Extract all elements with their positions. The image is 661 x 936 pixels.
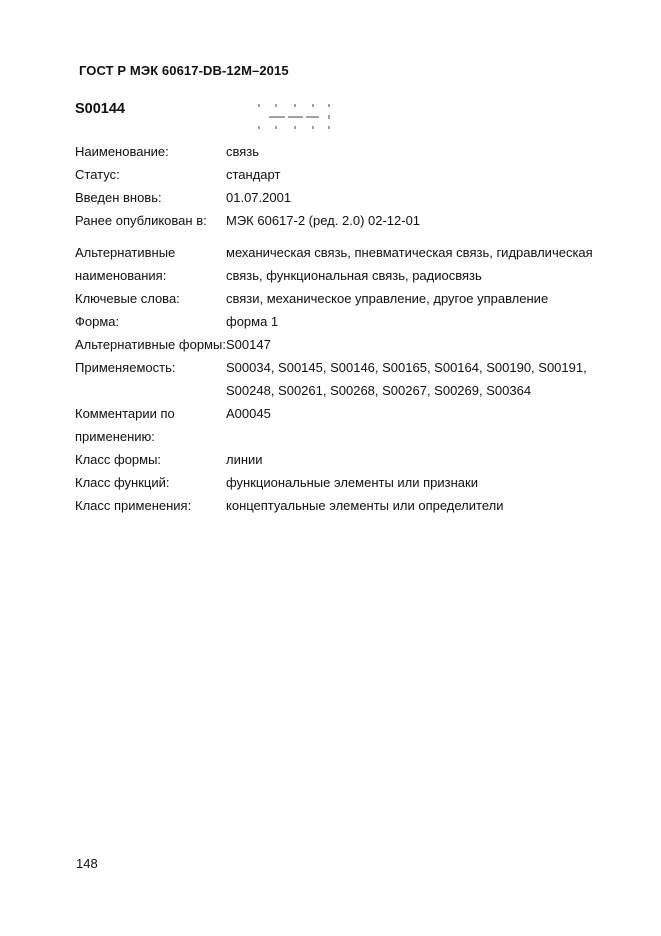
document-header: ГОСТ Р МЭК 60617-DB-12M–2015 [79, 63, 289, 78]
field-name [75, 140, 595, 163]
field-alternative-forms [75, 333, 595, 356]
field-label: Наименование: [75, 144, 169, 159]
field-label: Класс функций: [75, 475, 170, 490]
field-label: Ранее опубликован в: [75, 213, 207, 228]
field-value: МЭК 60617-2 (ред. 2.0) 02-12-01 [226, 213, 421, 228]
field-value: функциональные элементы или признаки [226, 475, 478, 490]
field-introduced [75, 186, 595, 209]
field-alternative-names [75, 241, 595, 287]
field-label: Альтернативные наименования: [75, 245, 176, 283]
page-number: 148 [76, 856, 98, 871]
field-value: форма 1 [226, 314, 279, 329]
field-value: 01.07.2001 [226, 190, 292, 205]
field-value: A00045 [226, 406, 271, 421]
field-value: линии [226, 452, 263, 467]
field-value: S00034, S00145, S00146, S00165, S00164, S00190, S00191, S00248, S00261, S00268, S00267, S00269, S00364 [226, 360, 587, 398]
field-previously-published [75, 209, 595, 232]
field-label: Ключевые слова: [75, 291, 180, 306]
symbol-attributes [75, 140, 595, 517]
mechanical-link-dashed-line-icon [255, 101, 335, 131]
field-keywords [75, 287, 595, 310]
field-form [75, 310, 595, 333]
field-label: Форма: [75, 314, 120, 329]
field-label: Класс формы: [75, 452, 162, 467]
field-value: S00147 [226, 337, 271, 352]
field-value: механическая связь, пневматическая связь, гидравлическая связь, функциональная связь, радиосвязь [226, 245, 593, 283]
symbol-code: S00144 [75, 101, 125, 117]
field-function-class [75, 471, 595, 494]
field-value: связи, механическое управление, другое управление [226, 291, 549, 306]
field-label: Применяемость: [75, 360, 176, 375]
field-label: Альтернативные формы: [75, 337, 226, 352]
field-value: концептуальные элементы или определители [226, 498, 504, 513]
field-status [75, 163, 595, 186]
field-label: Комментарии по применению: [75, 406, 175, 444]
field-value: связь [226, 144, 260, 159]
field-value: стандарт [226, 167, 281, 182]
field-form-class [75, 448, 595, 471]
field-label: Введен вновь: [75, 190, 162, 205]
field-application-class [75, 494, 595, 517]
field-label: Статус: [75, 167, 120, 182]
field-label: Класс применения: [75, 498, 192, 513]
field-application-comments [75, 402, 595, 448]
field-applicability [75, 356, 595, 402]
